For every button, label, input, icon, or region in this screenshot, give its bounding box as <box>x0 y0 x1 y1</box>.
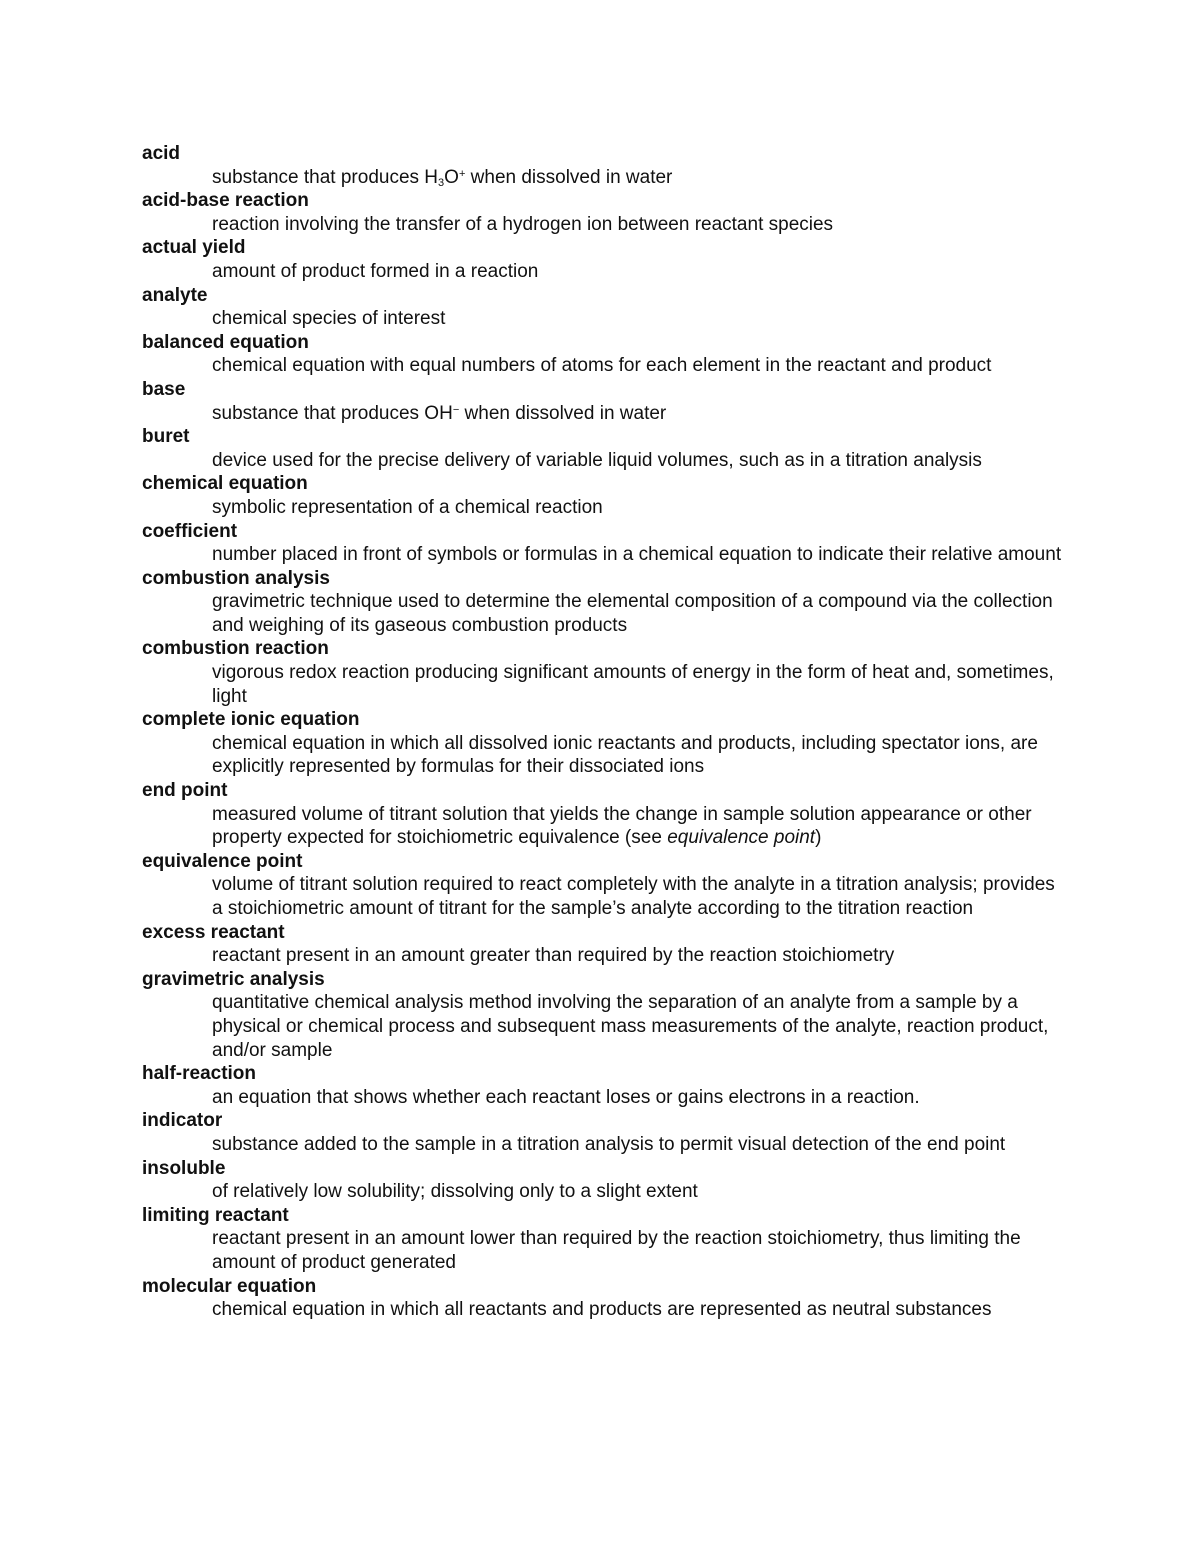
glossary-entry-half-reaction <box>142 1062 1067 1109</box>
glossary-term: buret <box>142 426 190 448</box>
glossary-entry-excess-reactant <box>142 921 1067 968</box>
glossary-definition: chemical species of interest <box>212 308 446 330</box>
glossary-entry-coefficient <box>142 520 1067 567</box>
glossary-term: molecular equation <box>142 1275 317 1297</box>
glossary-entry-actual-yield <box>142 236 1067 283</box>
glossary-definition: amount of product formed in a reaction <box>212 260 539 282</box>
glossary-entry-balanced-equation <box>142 331 1067 378</box>
glossary-entry-chemical-equation <box>142 472 1067 519</box>
glossary-entry-indicator <box>142 1109 1067 1156</box>
glossary-entry-limiting-reactant <box>142 1204 1067 1275</box>
glossary-definition: reactant present in an amount greater than required by the reaction stoichiometry <box>212 945 895 967</box>
glossary-term: combustion analysis <box>142 567 330 589</box>
glossary-term: complete ionic equation <box>142 709 360 731</box>
glossary-term: chemical equation <box>142 473 308 495</box>
glossary-entry-base <box>142 378 1067 425</box>
glossary-list <box>142 142 1067 1322</box>
glossary-term: excess reactant <box>142 921 285 943</box>
glossary-definition: substance added to the sample in a titration analysis to permit visual detection of the end point <box>212 1133 1006 1155</box>
glossary-definition: reactant present in an amount lower than required by the reaction stoichiometry, thus limiting the amount of product generated <box>212 1228 1021 1273</box>
glossary-term: actual yield <box>142 237 246 259</box>
glossary-definition: of relatively low solubility; dissolving only to a slight extent <box>212 1181 698 1203</box>
glossary-definition: measured volume of titrant solution that yields the change in sample solution appearance or other property expected for stoichiometric equivalence (see equivalence point) <box>212 803 1032 849</box>
glossary-definition: device used for the precise delivery of variable liquid volumes, such as in a titration analysis <box>212 449 982 471</box>
glossary-term: limiting reactant <box>142 1204 289 1226</box>
glossary-entry-end-point <box>142 779 1067 850</box>
glossary-entry-analyte <box>142 284 1067 331</box>
glossary-entry-molecular-equation <box>142 1275 1067 1322</box>
glossary-entry-combustion-analysis <box>142 567 1067 638</box>
glossary-entry-complete-ionic-equation <box>142 708 1067 779</box>
glossary-definition: gravimetric technique used to determine the elemental composition of a compound via the collection and weighing of its gaseous combustion products <box>212 591 1053 636</box>
glossary-definition: substance that produces OH− when dissolved in water <box>212 402 667 424</box>
glossary-definition: number placed in front of symbols or formulas in a chemical equation to indicate their relative amount <box>212 544 1062 566</box>
glossary-term: combustion reaction <box>142 638 329 660</box>
glossary-entry-buret <box>142 425 1067 472</box>
glossary-entry-equivalence-point <box>142 850 1067 921</box>
glossary-term: end point <box>142 780 228 802</box>
glossary-term: acid-base reaction <box>142 190 309 212</box>
glossary-entry-acid-base-reaction <box>142 189 1067 236</box>
glossary-term: base <box>142 378 186 400</box>
glossary-definition: quantitative chemical analysis method involving the separation of an analyte from a sample by a physical or chemical process and subsequent mass measurements of the analyte, reaction product, and/or sample <box>212 992 1049 1061</box>
glossary-term: insoluble <box>142 1157 226 1179</box>
glossary-term: gravimetric analysis <box>142 968 325 990</box>
glossary-definition: vigorous redox reaction producing significant amounts of energy in the form of heat and, sometimes, light <box>212 662 1054 707</box>
glossary-definition: chemical equation in which all dissolved ionic reactants and products, including spectator ions, are explicitly represented by formulas for their dissociated ions <box>212 732 1038 778</box>
glossary-term: balanced equation <box>142 331 309 353</box>
glossary-definition: substance that produces $H_3O^+$ when dissolved in water <box>212 166 673 189</box>
glossary-term: indicator <box>142 1110 223 1132</box>
glossary-entry-gravimetric-analysis <box>142 968 1067 1062</box>
glossary-entry-insoluble <box>142 1157 1067 1204</box>
glossary-term: equivalence point <box>142 850 303 872</box>
glossary-entry-combustion-reaction <box>142 637 1067 708</box>
glossary-term: half-reaction <box>142 1063 257 1085</box>
glossary-term: coefficient <box>142 520 238 542</box>
glossary-definition: an equation that shows whether each reactant loses or gains electrons in a reaction. <box>212 1086 920 1108</box>
glossary-definition: volume of titrant solution required to react completely with the analyte in a titration analysis; provides a stoichiometric amount of titrant for the sample’s analyte according to the titration reaction <box>212 874 1055 919</box>
glossary-definition: chemical equation in which all reactants and products are represented as neutral substances <box>212 1299 992 1321</box>
glossary-definition: chemical equation with equal numbers of atoms for each element in the reactant and product <box>212 355 992 377</box>
glossary-entry-acid <box>142 142 1067 189</box>
glossary-term: acid <box>142 143 181 164</box>
glossary-definition: symbolic representation of a chemical reaction <box>212 496 603 518</box>
glossary-term: analyte <box>142 284 208 306</box>
cross-reference: equivalence point <box>667 827 816 849</box>
glossary-definition: reaction involving the transfer of a hydrogen ion between reactant species <box>212 213 834 235</box>
